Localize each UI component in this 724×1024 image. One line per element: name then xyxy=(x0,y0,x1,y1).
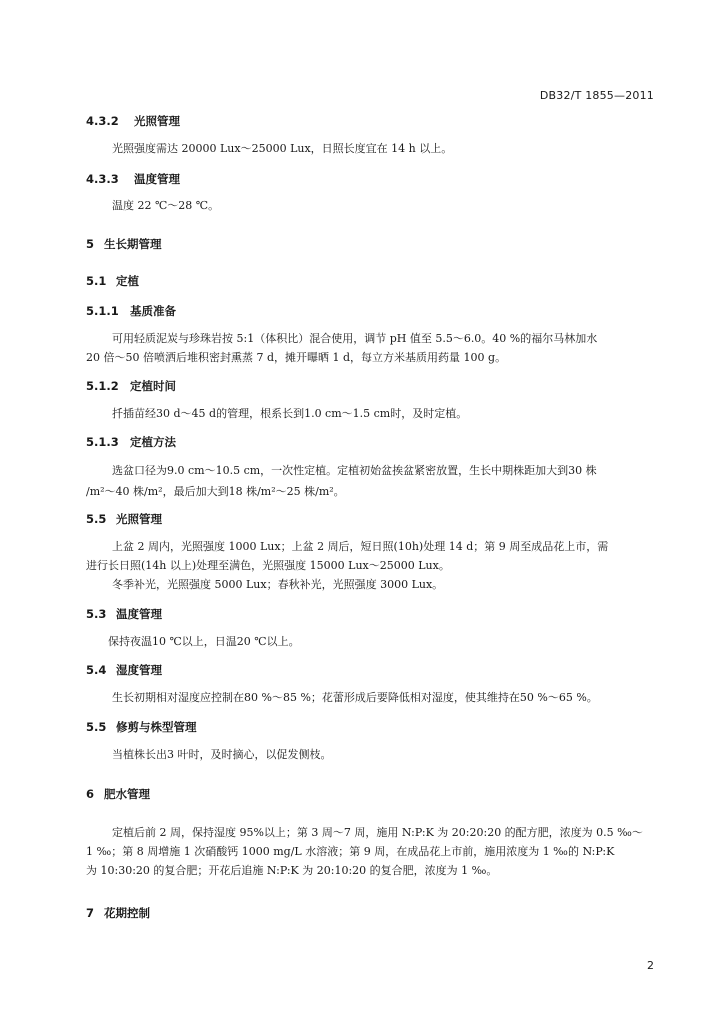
heading-title: 肥水管理 xyxy=(104,787,150,801)
heading-number: 5.1 xyxy=(86,274,107,288)
paragraph-light-line1: 上盆 2 周内，光照强度 1000 Lux；上盆 2 周后，短日照(10h)处理 14 d；第 9 周至成品花上市，需 xyxy=(112,540,609,553)
paragraph-fertilizer-line1: 定植后前 2 周，保持湿度 95%以上；第 3 周～7 周，施用 N:P:K 为 20:20:20 的配方肥，浓度为 0.5 ‰～ xyxy=(112,826,643,839)
heading-title: 定植 xyxy=(116,274,139,288)
paragraph-light-intensity: 光照强度需达 20000 Lux～25000 Lux，日照长度宜在 14 h 以上。 xyxy=(112,142,453,155)
heading-number: 5.5 xyxy=(86,720,107,734)
heading-title: 光照管理 xyxy=(134,114,180,128)
heading-title: 定植方法 xyxy=(130,435,176,449)
paragraph-pruning: 当植株长出3 叶时，及时摘心，以促发侧枝。 xyxy=(112,748,332,761)
paragraph-temperature: 温度 22 ℃～28 ℃。 xyxy=(112,199,220,212)
heading-title: 温度管理 xyxy=(134,172,180,186)
heading-5-5-pruning xyxy=(86,719,197,735)
heading-title: 生长期管理 xyxy=(104,237,162,251)
heading-number: 5 xyxy=(86,237,95,251)
heading-5-3 xyxy=(86,606,162,622)
heading-5-1-2 xyxy=(86,378,176,394)
heading-5-4 xyxy=(86,662,162,678)
paragraph-substrate-line1: 可用轻质泥炭与珍珠岩按 5:1（体积比）混合使用，调节 pH 值至 5.5～6.0。40 %的福尔马林加水 xyxy=(112,332,598,345)
page-number: 2 xyxy=(647,959,654,972)
heading-number: 5.4 xyxy=(86,663,107,677)
heading-title: 温度管理 xyxy=(116,607,162,621)
paragraph-humidity: 生长初期相对湿度应控制在80 %～85 %；花蕾形成后要降低相对湿度，使其维持在50 %～65 %。 xyxy=(112,691,598,704)
paragraph-fertilizer-line2: 1 ‰；第 8 周增施 1 次硝酸钙 1000 mg/L 水溶液；第 9 周，在成品花上市前，施用浓度为 1 ‰的 N:P:K xyxy=(86,845,615,858)
paragraph-planting-method-line2: /m²～40 株/m²，最后加大到18 株/m²～25 株/m²。 xyxy=(86,485,345,498)
paragraph-planting-time: 扦插苗经30 d～45 d的管理，根系长到1.0 cm～1.5 cm时，及时定植。 xyxy=(112,407,468,420)
heading-number: 5.3 xyxy=(86,607,107,621)
paragraph-substrate-line2: 20 倍～50 倍喷洒后堆积密封熏蒸 7 d，摊开曝晒 1 d，每立方米基质用药量 100 g。 xyxy=(86,351,507,364)
paragraph-planting-method-line1: 选盆口径为9.0 cm～10.5 cm，一次性定植。定植初始盆挨盆紧密放置，生长中期株距加大到30 株 xyxy=(112,464,597,477)
standard-code: DB32/T 1855—2011 xyxy=(539,89,654,102)
heading-title: 湿度管理 xyxy=(116,663,162,677)
heading-title: 光照管理 xyxy=(116,512,162,526)
heading-5-1 xyxy=(86,273,139,289)
heading-number: 5.1.1 xyxy=(86,304,119,318)
paragraph-light-line3: 冬季补光，光照强度 5000 Lux；春秋补光，光照强度 3000 Lux。 xyxy=(112,578,444,591)
heading-number: 5.5 xyxy=(86,512,107,526)
paragraph-light-line2: 进行长日照(14h 以上)处理至满色，光照强度 15000 Lux～25000 Lux。 xyxy=(86,559,450,572)
heading-number: 5.1.2 xyxy=(86,379,119,393)
paragraph-fertilizer-line3: 为 10:30:20 的复合肥；开花后追施 N:P:K 为 20:10:20 的复合肥，浓度为 1 ‰。 xyxy=(86,864,498,877)
heading-7 xyxy=(86,905,150,921)
heading-6 xyxy=(86,786,150,802)
heading-number: 6 xyxy=(86,787,95,801)
heading-5 xyxy=(86,236,162,252)
heading-title: 修剪与株型管理 xyxy=(116,720,197,734)
heading-number: 7 xyxy=(86,906,95,920)
heading-4-3-3 xyxy=(86,171,180,187)
heading-5-1-3 xyxy=(86,434,176,450)
heading-title: 基质准备 xyxy=(130,304,176,318)
heading-title: 定植时间 xyxy=(130,379,176,393)
heading-4-3-2 xyxy=(86,113,180,129)
heading-title: 花期控制 xyxy=(104,906,150,920)
heading-5-5-light xyxy=(86,511,162,527)
heading-number: 4.3.2 xyxy=(86,114,119,128)
heading-number: 5.1.3 xyxy=(86,435,119,449)
heading-5-1-1 xyxy=(86,303,176,319)
heading-number: 4.3.3 xyxy=(86,172,119,186)
paragraph-temperature-management: 保持夜温10 ℃以上，日温20 ℃以上。 xyxy=(108,635,300,648)
